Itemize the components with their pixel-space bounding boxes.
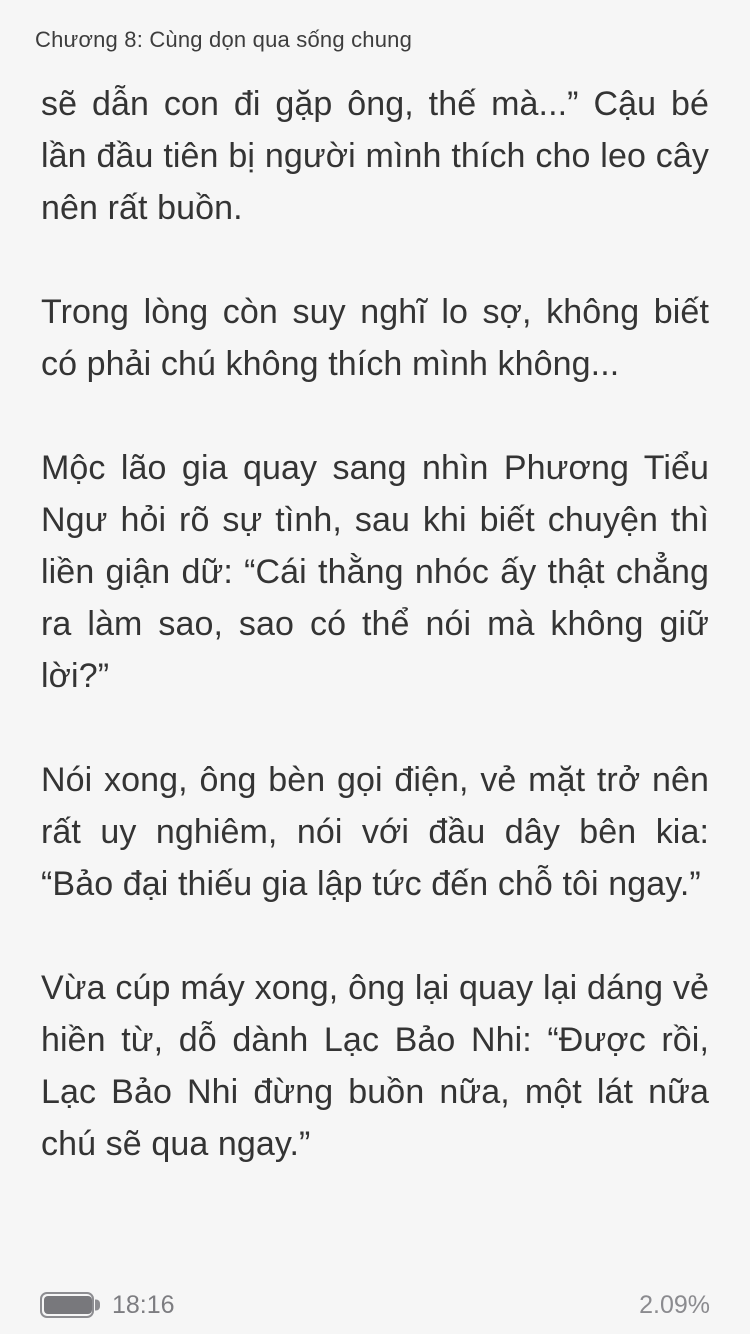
paragraph: Vừa cúp máy xong, ông lại quay lại dáng vẻ hiền từ, dỗ dành Lạc Bảo Nhi: “Được rồi, Lạc Bảo Nhi đừng buồn nữa, một lát nữa chú sẽ qua ngay.” [41,969,709,1163]
clock-time: 18:16 [112,1290,175,1319]
reader-page-content[interactable] [41,78,709,1222]
reader-status-bar [40,1288,710,1322]
paragraph: Mộc lão gia quay sang nhìn Phương Tiểu Ngư hỏi rõ sự tình, sau khi biết chuyện thì liền giận dữ: “Cái thằng nhóc ấy thật chẳng ra làm sao, sao có thể nói mà không giữ lời?” [41,449,709,695]
paragraph: sẽ dẫn con đi gặp ông, thế mà...” Cậu bé lần đầu tiên bị người mình thích cho leo cây nên rất buồn. [41,85,709,227]
reading-progress-percent: 2.09% [639,1290,710,1319]
paragraph: Nói xong, ông bèn gọi điện, vẻ mặt trở nên rất uy nghiêm, nói với đầu dây bên kia: “Bảo đại thiếu gia lập tức đến chỗ tôi ngay.” [41,761,709,903]
battery-fill [44,1296,92,1314]
battery-icon [40,1292,94,1318]
paragraph: Trong lòng còn suy nghĩ lo sợ, không biết có phải chú không thích mình không... [41,293,709,383]
battery-nub [95,1300,100,1311]
chapter-title: Chương 8: Cùng dọn qua sống chung [35,27,413,52]
